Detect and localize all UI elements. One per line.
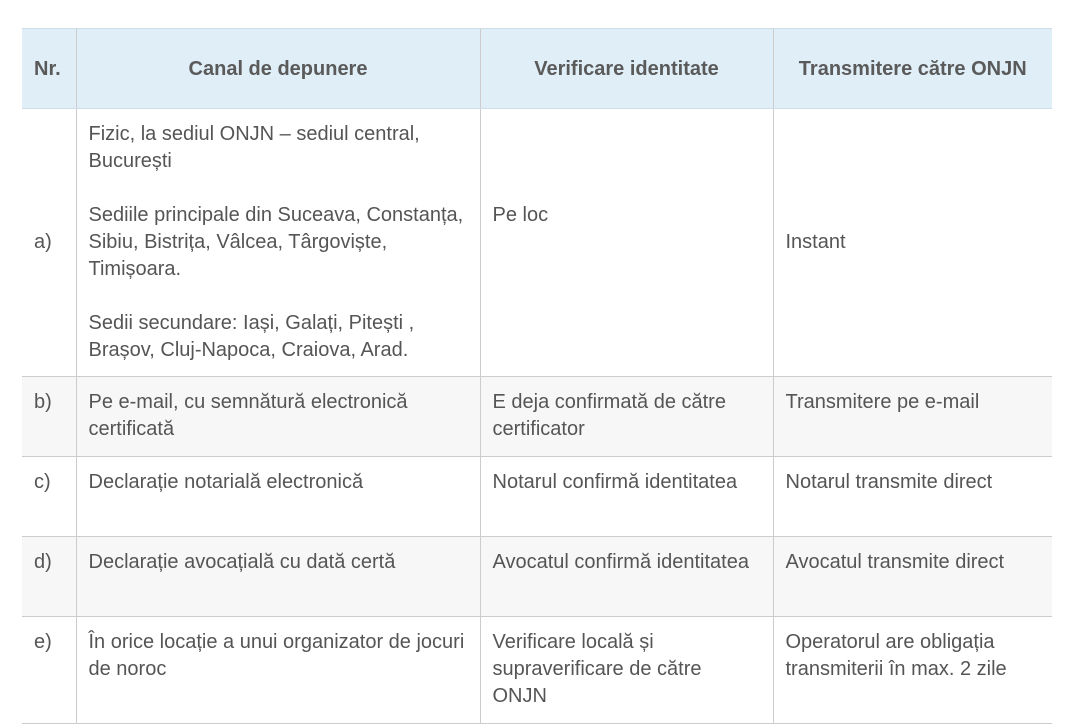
header-row: [22, 29, 1052, 109]
cell-transmitere: Instant: [773, 109, 1052, 377]
table-wrapper: [22, 28, 1052, 724]
cell-transmitere: Avocatul transmite direct: [773, 537, 1052, 617]
cell-nr: c): [22, 457, 76, 537]
header-verificare: Verificare identitate: [480, 29, 773, 109]
cell-transmitere: Notarul transmite direct: [773, 457, 1052, 537]
cell-nr: e): [22, 617, 76, 724]
header-transmitere: Transmitere către ONJN: [773, 29, 1052, 109]
cell-canal: [76, 109, 480, 377]
cell-nr: b): [22, 377, 76, 457]
cell-verificare: Avocatul confirmă identitatea: [480, 537, 773, 617]
table-row: [22, 377, 1052, 457]
cell-canal: Declarație avocațială cu dată certă: [76, 537, 480, 617]
cell-verificare: [480, 109, 773, 377]
cell-verificare: Verificare locală și supraverificare de către ONJN: [480, 617, 773, 724]
header-canal: Canal de depunere: [76, 29, 480, 109]
canal-paragraph-principale: Sediile principale din Suceava, Constanța, Sibiu, Bistrița, Vâlcea, Târgoviște, Timișoara.: [88, 204, 464, 280]
verificare-text: Pe loc: [492, 204, 549, 226]
table-row: [22, 457, 1052, 537]
table-row: [22, 109, 1052, 377]
cell-verificare: E deja confirmată de către certificator: [480, 377, 773, 457]
cell-transmitere: Transmitere pe e-mail: [773, 377, 1052, 457]
cell-nr: d): [22, 537, 76, 617]
table-body: [22, 109, 1052, 724]
cell-canal: În orice locație a unui organizator de jocuri de noroc: [76, 617, 480, 724]
cell-canal: Pe e-mail, cu semnătură electronică certificată: [76, 377, 480, 457]
submission-channels-table: [22, 28, 1052, 724]
cell-verificare: Notarul confirmă identitatea: [480, 457, 773, 537]
cell-nr: a): [22, 109, 76, 377]
cell-canal: Declarație notarială electronică: [76, 457, 480, 537]
table-row: [22, 537, 1052, 617]
header-nr: Nr.: [22, 29, 76, 109]
table-row: [22, 617, 1052, 724]
canal-paragraph-central: Fizic, la sediul ONJN – sediul central, București: [88, 123, 420, 172]
table-header: [22, 29, 1052, 109]
cell-transmitere: Operatorul are obligația transmiterii în max. 2 zile: [773, 617, 1052, 724]
canal-paragraph-secundare: Sedii secundare: Iași, Galați, Pitești , Brașov, Cluj-Napoca, Craiova, Arad.: [88, 312, 415, 361]
